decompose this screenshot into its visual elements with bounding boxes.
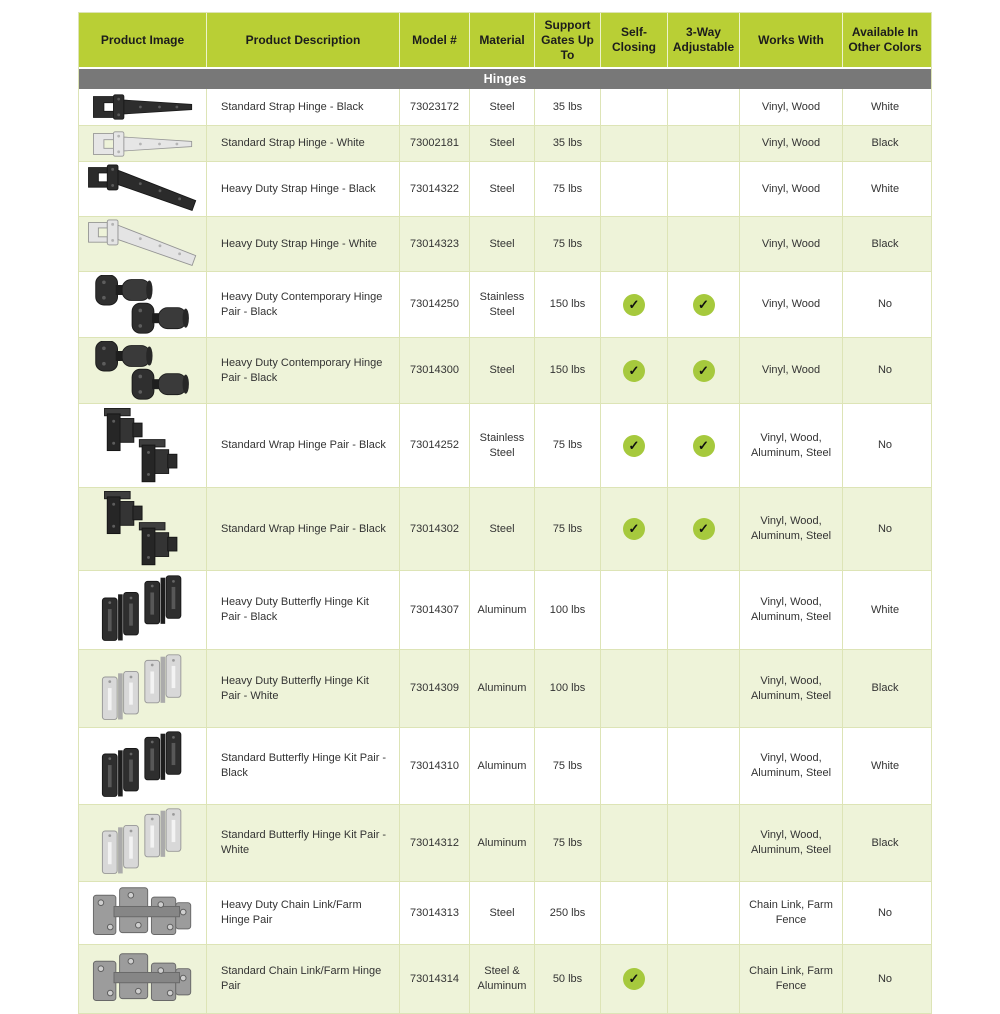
three-way-adjustable-cell	[668, 126, 740, 161]
works-with-cell: Vinyl, Wood, Aluminum, Steel	[740, 404, 843, 487]
works-with-cell: Vinyl, Wood	[740, 338, 843, 403]
col-header-support-gates: Support Gates Up To	[535, 13, 601, 67]
other-colors-cell: White	[870, 603, 900, 616]
product-image-cell	[79, 882, 207, 944]
wrap-hinge-pair-black-image	[81, 406, 204, 485]
section-header-hinges: Hinges	[79, 69, 931, 89]
check-icon: ✓	[623, 360, 645, 382]
product-description-cell: Heavy Duty Strap Hinge - Black	[207, 162, 400, 216]
three-way-adjustable-cell	[668, 89, 740, 125]
table-row	[79, 272, 931, 338]
support-gates-cell: 75 lbs	[535, 728, 601, 804]
product-image-cell	[79, 89, 207, 125]
other-colors-cell: White	[870, 759, 900, 772]
material-cell: Steel	[470, 488, 535, 570]
col-header-available-colors: Available In Other Colors	[848, 25, 922, 54]
model-number-cell: 73014313	[400, 882, 470, 944]
table-row	[79, 945, 931, 1013]
support-gates-cell: 75 lbs	[535, 805, 601, 881]
model-number-cell: 73014302	[400, 488, 470, 570]
butterfly-hinge-pair-white-image	[81, 652, 204, 725]
self-closing-cell	[601, 217, 668, 271]
check-icon: ✓	[623, 518, 645, 540]
works-with-cell: Vinyl, Wood	[740, 162, 843, 216]
table-row	[79, 404, 931, 488]
works-with-cell: Chain Link, Farm Fence	[740, 882, 843, 944]
other-colors-cell: No	[877, 298, 893, 311]
three-way-adjustable-cell	[668, 571, 740, 649]
contemporary-hinge-pair-black-image	[81, 340, 204, 401]
model-number-cell: 73023172	[400, 89, 470, 125]
chain-link-farm-hinge-pair-image	[81, 884, 204, 942]
table-row	[79, 488, 931, 571]
works-with-cell: Vinyl, Wood	[740, 126, 843, 161]
works-with-cell: Vinyl, Wood	[740, 272, 843, 337]
support-gates-cell: 35 lbs	[535, 126, 601, 161]
self-closing-cell	[601, 650, 668, 727]
check-icon: ✓	[623, 294, 645, 316]
product-description-cell: Standard Strap Hinge - Black	[207, 89, 400, 125]
table-body	[79, 89, 931, 1013]
product-description-cell: Standard Strap Hinge - White	[207, 126, 400, 161]
support-gates-cell: 50 lbs	[535, 945, 601, 1013]
support-gates-cell: 75 lbs	[535, 488, 601, 570]
self-closing-cell	[601, 488, 668, 570]
three-way-adjustable-cell	[668, 338, 740, 403]
support-gates-cell: 150 lbs	[535, 272, 601, 337]
butterfly-hinge-pair-black-image	[81, 573, 204, 647]
product-description-cell: Standard Wrap Hinge Pair - Black	[207, 404, 400, 487]
three-way-adjustable-cell	[668, 650, 740, 727]
product-description-cell: Heavy Duty Butterfly Hinge Kit Pair - White	[207, 650, 400, 727]
other-colors-cell: Black	[871, 237, 899, 250]
support-gates-cell: 35 lbs	[535, 89, 601, 125]
table-row	[79, 882, 931, 945]
other-colors-cell: No	[877, 906, 893, 919]
three-way-adjustable-cell	[668, 728, 740, 804]
col-header-product-image: Product Image	[79, 13, 207, 67]
self-closing-cell	[601, 945, 668, 1013]
other-colors-cell: Black	[871, 137, 899, 150]
self-closing-cell	[601, 126, 668, 161]
self-closing-cell	[601, 272, 668, 337]
col-header-self-closing: Self-Closing	[601, 13, 668, 67]
self-closing-cell	[601, 89, 668, 125]
product-description-cell: Standard Wrap Hinge Pair - Black	[207, 488, 400, 570]
chain-link-farm-hinge-pair-image	[81, 947, 204, 1011]
model-number-cell: 73014323	[400, 217, 470, 271]
three-way-adjustable-cell	[668, 882, 740, 944]
col-header-product-description: Product Description	[207, 13, 400, 67]
product-image-cell	[79, 126, 207, 161]
three-way-adjustable-cell	[668, 404, 740, 487]
works-with-cell: Vinyl, Wood	[740, 89, 843, 125]
col-header-model-number: Model #	[400, 13, 470, 67]
product-description-cell: Heavy Duty Contemporary Hinge Pair - Black	[207, 338, 400, 403]
support-gates-cell: 75 lbs	[535, 162, 601, 216]
three-way-adjustable-cell	[668, 272, 740, 337]
material-cell: Steel	[470, 338, 535, 403]
model-number-cell: 73014310	[400, 728, 470, 804]
self-closing-cell	[601, 882, 668, 944]
product-image-cell	[79, 728, 207, 804]
support-gates-cell: 75 lbs	[535, 404, 601, 487]
product-description-cell: Heavy Duty Strap Hinge - White	[207, 217, 400, 271]
heavy-duty-strap-hinge-black-image	[81, 164, 204, 214]
material-cell: Steel & Aluminum	[470, 945, 535, 1013]
butterfly-hinge-pair-black-image	[81, 730, 204, 802]
self-closing-cell	[601, 162, 668, 216]
model-number-cell: 73014307	[400, 571, 470, 649]
col-header-3-way-adjustable: 3-Way Adjustable	[668, 13, 740, 67]
works-with-cell: Vinyl, Wood, Aluminum, Steel	[740, 728, 843, 804]
self-closing-cell	[601, 404, 668, 487]
check-icon: ✓	[693, 435, 715, 457]
model-number-cell: 73002181	[400, 126, 470, 161]
three-way-adjustable-cell	[668, 162, 740, 216]
other-colors-cell: No	[877, 972, 893, 985]
check-icon: ✓	[693, 360, 715, 382]
other-colors-cell: No	[877, 522, 893, 535]
model-number-cell: 73014322	[400, 162, 470, 216]
product-description-cell: Standard Chain Link/Farm Hinge Pair	[207, 945, 400, 1013]
col-header-material: Material	[470, 13, 535, 67]
product-image-cell	[79, 217, 207, 271]
other-colors-cell: Black	[871, 836, 899, 849]
material-cell: Aluminum	[470, 571, 535, 649]
self-closing-cell	[601, 571, 668, 649]
product-description-cell: Standard Butterfly Hinge Kit Pair - White	[207, 805, 400, 881]
works-with-cell: Chain Link, Farm Fence	[740, 945, 843, 1013]
standard-strap-hinge-white-image	[81, 128, 204, 159]
table-row	[79, 338, 931, 404]
self-closing-cell	[601, 728, 668, 804]
table-header-row	[79, 13, 931, 67]
hinge-comparison-table	[78, 12, 932, 1014]
check-icon: ✓	[623, 968, 645, 990]
model-number-cell: 73014300	[400, 338, 470, 403]
three-way-adjustable-cell	[668, 805, 740, 881]
butterfly-hinge-pair-white-image	[81, 807, 204, 879]
other-colors-cell: No	[877, 439, 893, 452]
contemporary-hinge-pair-black-image	[81, 274, 204, 335]
three-way-adjustable-cell	[668, 945, 740, 1013]
table-row	[79, 162, 931, 217]
model-number-cell: 73014314	[400, 945, 470, 1013]
check-icon: ✓	[693, 518, 715, 540]
support-gates-cell: 75 lbs	[535, 217, 601, 271]
product-description-cell: Heavy Duty Chain Link/Farm Hinge Pair	[207, 882, 400, 944]
three-way-adjustable-cell	[668, 488, 740, 570]
works-with-cell: Vinyl, Wood, Aluminum, Steel	[740, 571, 843, 649]
product-image-cell	[79, 162, 207, 216]
works-with-cell: Vinyl, Wood, Aluminum, Steel	[740, 805, 843, 881]
product-description-cell: Standard Butterfly Hinge Kit Pair - Black	[207, 728, 400, 804]
material-cell: Steel	[470, 882, 535, 944]
table-row	[79, 571, 931, 650]
self-closing-cell	[601, 805, 668, 881]
table-row	[79, 126, 931, 162]
self-closing-cell	[601, 338, 668, 403]
other-colors-cell: Black	[871, 682, 899, 695]
table-row	[79, 650, 931, 728]
works-with-cell: Vinyl, Wood, Aluminum, Steel	[740, 488, 843, 570]
product-image-cell	[79, 945, 207, 1013]
works-with-cell: Vinyl, Wood	[740, 217, 843, 271]
table-row	[79, 89, 931, 126]
model-number-cell: 73014312	[400, 805, 470, 881]
support-gates-cell: 100 lbs	[535, 571, 601, 649]
material-cell: Steel	[470, 162, 535, 216]
table-row	[79, 217, 931, 272]
check-icon: ✓	[693, 294, 715, 316]
support-gates-cell: 100 lbs	[535, 650, 601, 727]
support-gates-cell: 250 lbs	[535, 882, 601, 944]
material-cell: Steel	[470, 89, 535, 125]
check-icon: ✓	[623, 435, 645, 457]
material-cell: Stainless Steel	[470, 272, 535, 337]
product-description-cell: Heavy Duty Butterfly Hinge Kit Pair - Black	[207, 571, 400, 649]
material-cell: Stainless Steel	[470, 404, 535, 487]
product-image-cell	[79, 805, 207, 881]
model-number-cell: 73014309	[400, 650, 470, 727]
wrap-hinge-pair-black-image	[81, 490, 204, 568]
product-description-cell: Heavy Duty Contemporary Hinge Pair - Black	[207, 272, 400, 337]
standard-strap-hinge-black-image	[81, 91, 204, 123]
model-number-cell: 73014250	[400, 272, 470, 337]
table-row	[79, 805, 931, 882]
other-colors-cell: No	[877, 364, 893, 377]
table-row	[79, 728, 931, 805]
col-header-works-with: Works With	[740, 13, 843, 67]
material-cell: Steel	[470, 126, 535, 161]
product-image-cell	[79, 650, 207, 727]
product-image-cell	[79, 338, 207, 403]
product-image-cell	[79, 571, 207, 649]
works-with-cell: Vinyl, Wood, Aluminum, Steel	[740, 650, 843, 727]
material-cell: Aluminum	[470, 728, 535, 804]
product-image-cell	[79, 272, 207, 337]
material-cell: Aluminum	[470, 650, 535, 727]
support-gates-cell: 150 lbs	[535, 338, 601, 403]
other-colors-cell: White	[870, 100, 900, 113]
material-cell: Aluminum	[470, 805, 535, 881]
material-cell: Steel	[470, 217, 535, 271]
product-image-cell	[79, 404, 207, 487]
other-colors-cell: White	[870, 182, 900, 195]
product-image-cell	[79, 488, 207, 570]
model-number-cell: 73014252	[400, 404, 470, 487]
three-way-adjustable-cell	[668, 217, 740, 271]
heavy-duty-strap-hinge-white-image	[81, 219, 204, 269]
